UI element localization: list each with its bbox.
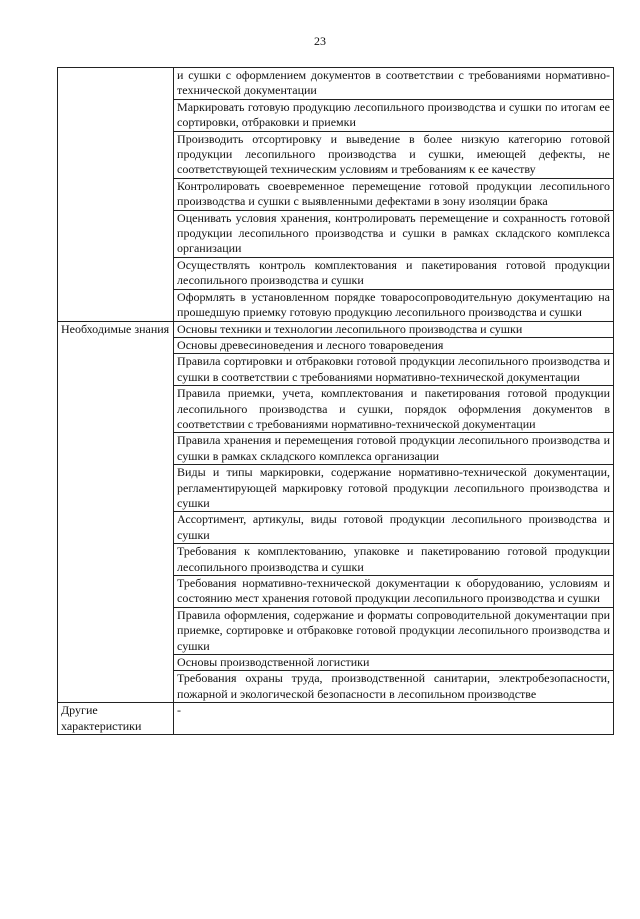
section-label-cell [58,321,174,703]
requirement-item: - [174,703,614,735]
requirement-item: Основы древесиноведения и лесного товароведения [174,337,614,353]
requirement-item: Основы производственной логистики [174,655,614,671]
requirements-table [57,67,614,735]
table-row [58,321,614,337]
requirement-item: Правила сортировки и отбраковки готовой продукции лесопильного производства и сушки в соответствии с требованиями нормативно-технической документации [174,354,614,386]
requirement-item: Контролировать своевременное перемещение готовой продукции лесопильного производства и сушки с выявленными дефектами в зону изоляции брака [174,178,614,210]
section-label: Необходимые знания [61,321,170,336]
section-label-cell [58,68,174,322]
requirement-item: Маркировать готовую продукцию лесопильного производства и сушки по итогам ее сортировки, отбраковки и приемки [174,99,614,131]
requirement-item: Оценивать условия хранения, контролировать перемещение и сохранность готовой продукции лесопильного производства и сушки в рамках складского комплекса организации [174,210,614,257]
section-label: Другие характеристики [61,703,142,733]
requirement-item: Ассортимент, артикулы, виды готовой продукции лесопильного производства и сушки [174,512,614,544]
requirement-item: Требования к комплектованию, упаковке и пакетированию готовой продукции лесопильного производства и сушки [174,544,614,576]
table-row [58,68,614,100]
requirement-item: Производить отсортировку и выведение в более низкую категорию готовой продукции лесопильного производства и сушки, имеющей дефекты, не соответствующей техническим условиям и требованиям к ее качеству [174,131,614,178]
requirements-table-body [58,68,614,735]
requirement-item: Виды и типы маркировки, содержание нормативно-технической документации, регламентирующей маркировку готовой продукции лесопильного производства и сушки [174,465,614,512]
requirement-item: и сушки с оформлением документов в соответствии с требованиями нормативно-технической документации [174,68,614,100]
requirement-item: Основы техники и технологии лесопильного производства и сушки [174,321,614,337]
requirement-item: Требования охраны труда, производственной санитарии, электробезопасности, пожарной и экологической безопасности в лесопильном производстве [174,671,614,703]
requirement-item: Правила приемки, учета, комплектования и пакетирования готовой продукции лесопильного производства и сушки, порядок оформления документов в соответствии с требованиями нормативно-технической документации [174,386,614,433]
page-number: 23 [314,34,326,48]
requirement-item: Оформлять в установленном порядке товаросопроводительную документацию на прошедшую приемку готовую продукцию лесопильного производства и сушки [174,289,614,321]
table-row [58,703,614,735]
section-label-cell [58,703,174,735]
requirement-item: Требования нормативно-технической документации к оборудованию, условиям и состоянию мест хранения готовой продукции лесопильного производства и сушки [174,576,614,608]
requirement-item: Правила оформления, содержание и форматы сопроводительной документации при приемке, сортировке и отбраковке готовой продукции лесопильного производства и сушки [174,607,614,654]
requirement-item: Правила хранения и перемещения готовой продукции лесопильного производства и сушки в рамках складского комплекса организации [174,433,614,465]
requirement-item: Осуществлять контроль комплектования и пакетирования готовой продукции лесопильного производства и сушки [174,257,614,289]
